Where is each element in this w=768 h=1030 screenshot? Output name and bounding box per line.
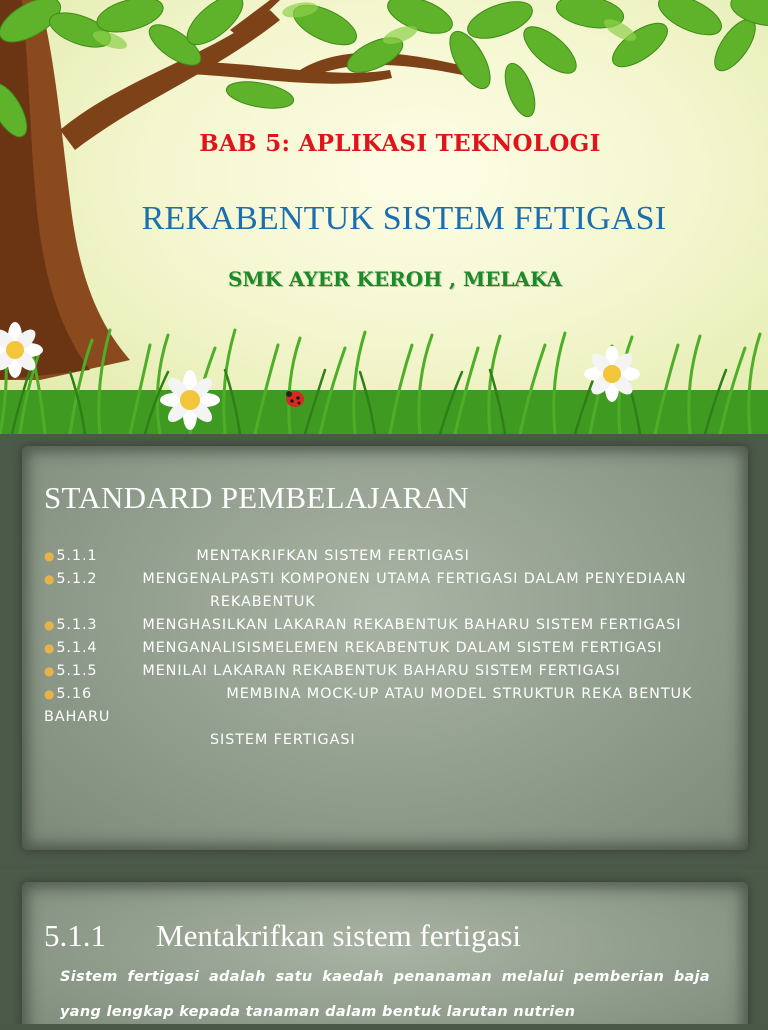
item-code: 5.1.5 [56, 663, 98, 679]
school-name: SMK AYER KEROH , MELAKA [227, 267, 563, 291]
title-slide [0, 0, 768, 434]
item-text: MENGHASILKAN LAKARAN REKABENTUK BAHARU SISTEM FERTIGASI [142, 617, 682, 633]
list-item [44, 637, 744, 660]
item-code: 5.1.4 [56, 640, 98, 656]
bullet-icon: ● [44, 549, 56, 563]
item-text: MEMBINA MOCK-UP ATAU MODEL STRUKTUR REKA BENTUK BAHARU [44, 686, 693, 725]
chapter-title: BAB 5: APLIKASI TEKNOLOGI [199, 130, 601, 157]
item-code: 5.1.3 [56, 617, 98, 633]
bullet-icon: ● [44, 618, 56, 632]
list-item [44, 660, 744, 683]
heading-code: 5.1.1 [44, 918, 106, 953]
bullet-icon: ● [44, 687, 56, 701]
list-item [44, 568, 744, 614]
item-code: 5.1.1 [56, 548, 98, 564]
definition-body: Sistem fertigasi adalah satu kaedah penanaman melalui pemberian baja yang lengkap kepada tanaman dalam bentuk larutan nutrien [60, 969, 710, 1020]
item-continuation: SISTEM FERTIGASI [210, 732, 356, 748]
bullet-icon: ● [44, 572, 56, 586]
bullet-icon: ● [44, 664, 56, 678]
item-text: MENGANALISISMELEMEN REKABENTUK DALAM SISTEM FERTIGASI [142, 640, 663, 656]
main-title: REKABENTUK SISTEM FETIGASI [141, 200, 667, 237]
list-item [44, 545, 744, 568]
item-code: 5.1.2 [56, 571, 98, 587]
definition-heading [44, 918, 521, 954]
item-continuation: REKABENTUK [210, 594, 316, 610]
item-text: MENTAKRIFKAN SISTEM FERTIGASI [196, 548, 470, 564]
item-text: MENGENALPASTI KOMPONEN UTAMA FERTIGASI DALAM PENYEDIAAN [142, 571, 687, 587]
standards-heading: STANDARD PEMBELAJARAN [44, 480, 469, 515]
heading-text: Mentakrifkan sistem fertigasi [156, 918, 522, 953]
bullet-icon: ● [44, 641, 56, 655]
item-text: MENILAI LAKARAN REKABENTUK BAHARU SISTEM FERTIGASI [142, 663, 621, 679]
item-code: 5.16 [56, 686, 93, 702]
list-item [44, 683, 744, 752]
standards-list [44, 545, 744, 752]
list-item [44, 614, 744, 637]
